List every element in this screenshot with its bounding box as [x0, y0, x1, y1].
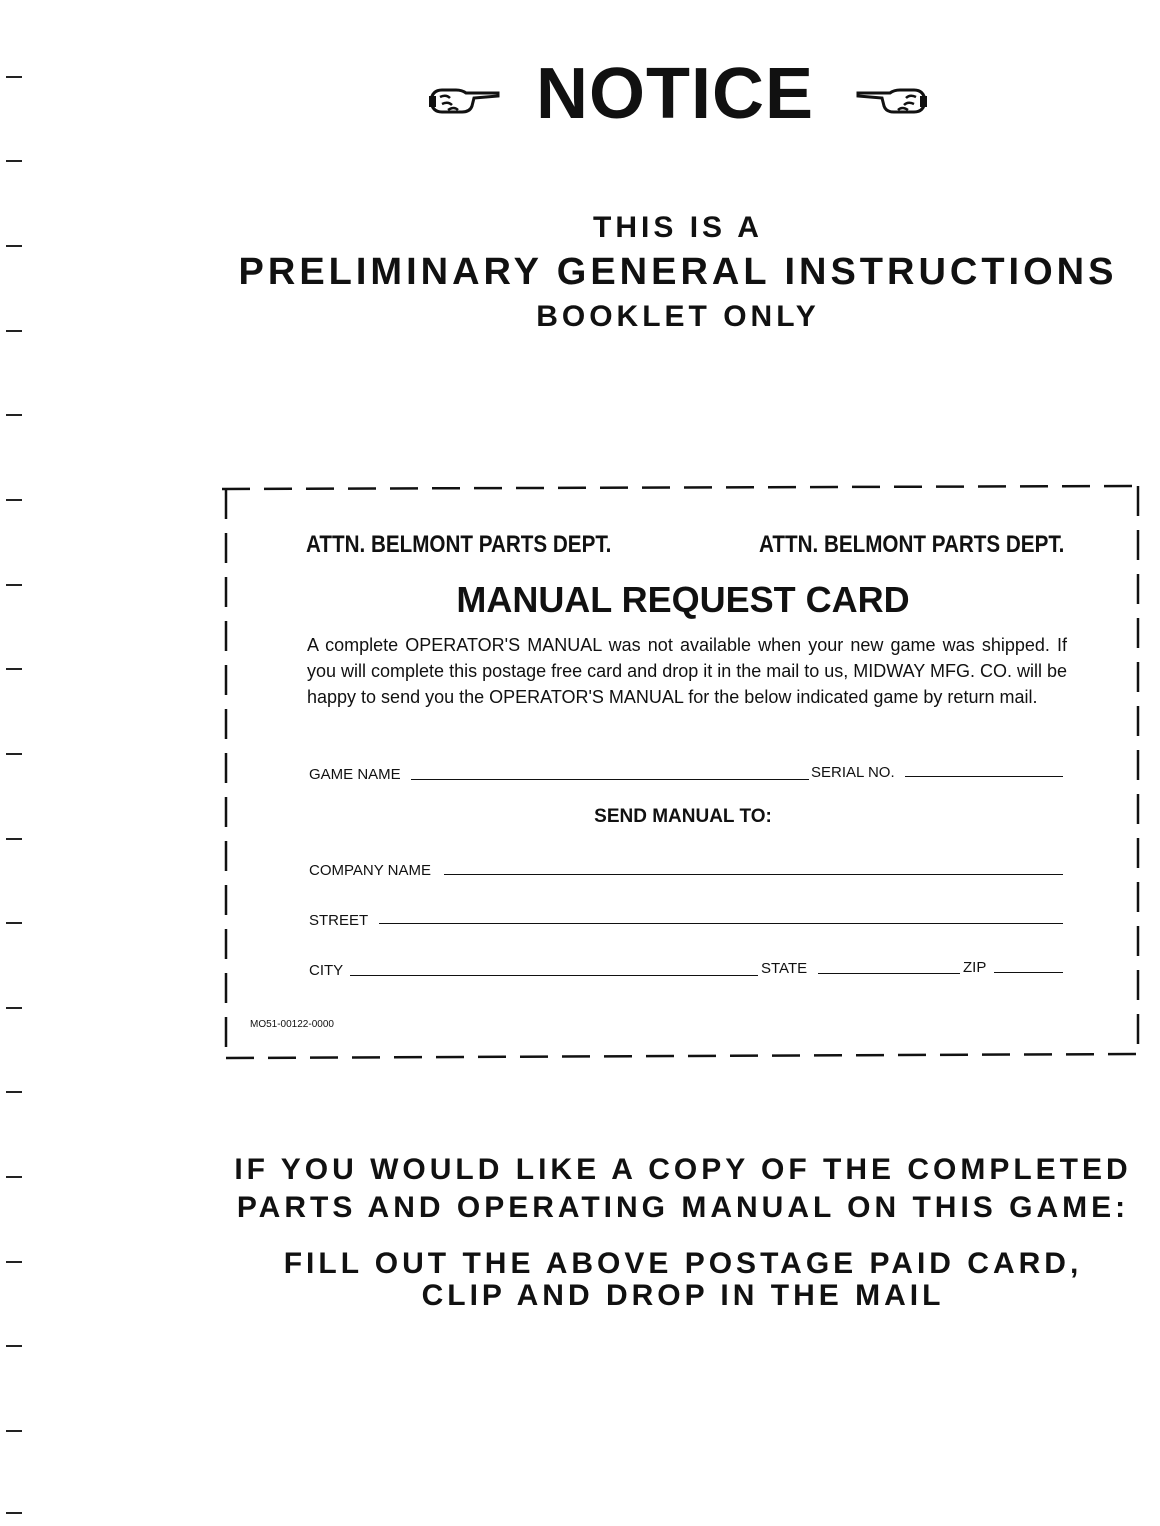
- instruction-line-4: CLIP AND DROP IN THE MAIL: [421, 1279, 945, 1312]
- street-field[interactable]: [379, 923, 1063, 924]
- city-label: CITY: [309, 962, 344, 979]
- instruction-line-1: IF YOU WOULD LIKE A COPY OF THE COMPLETED: [234, 1153, 1132, 1186]
- instruction-line-3: FILL OUT THE ABOVE POSTAGE PAID CARD,: [283, 1247, 1083, 1280]
- form-code: MO51-00122-0000: [250, 1019, 334, 1030]
- attn-left: ATTN. BELMONT PARTS DEPT.: [306, 531, 612, 558]
- subtitle-line-1: THIS IS A: [593, 211, 763, 244]
- zip-label: ZIP: [963, 959, 987, 976]
- company-name-label: COMPANY NAME: [309, 862, 431, 879]
- zip-field[interactable]: [994, 972, 1063, 973]
- street-label: STREET: [309, 912, 369, 929]
- serial-no-label: SERIAL NO.: [811, 764, 895, 781]
- attn-right: ATTN. BELMONT PARTS DEPT.: [759, 531, 1065, 558]
- pointing-hand-icon: [856, 84, 928, 118]
- company-name-field[interactable]: [444, 874, 1063, 875]
- game-name-label: GAME NAME: [309, 766, 401, 783]
- state-label: STATE: [761, 960, 808, 977]
- state-field[interactable]: [818, 973, 960, 974]
- city-field[interactable]: [350, 975, 758, 976]
- send-manual-to-heading: SEND MANUAL TO:: [594, 806, 772, 827]
- game-name-field[interactable]: [411, 779, 809, 780]
- serial-no-field[interactable]: [905, 776, 1063, 777]
- instruction-line-2: PARTS AND OPERATING MANUAL ON THIS GAME:: [236, 1191, 1130, 1224]
- card-body-text: A complete OPERATOR'S MANUAL was not available when your new game was shipped. If you will complete this postage free card and drop it in the mail to us, MIDWAY MFG. CO. will be happy to send you the OPERATOR'S MANUAL for the below indicated game by return mail.: [307, 635, 1067, 707]
- card-title: MANUAL REQUEST CARD: [456, 579, 910, 620]
- subtitle-line-3: BOOKLET ONLY: [536, 300, 820, 333]
- subtitle-line-2: PRELIMINARY GENERAL INSTRUCTIONS: [238, 251, 1118, 293]
- notice-title: NOTICE: [535, 54, 814, 134]
